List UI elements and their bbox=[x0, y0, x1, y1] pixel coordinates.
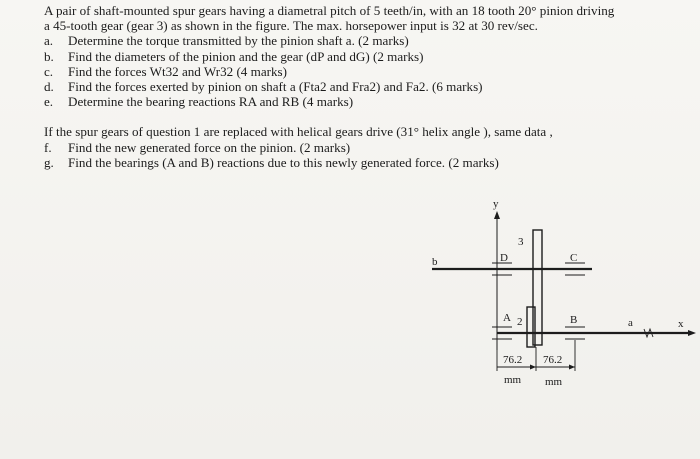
question-text: Find the forces Wt32 and Wr32 (4 marks) bbox=[68, 63, 287, 79]
question-text: Determine the bearing reactions RA and RB (4 marks) bbox=[68, 94, 354, 110]
dim-1-unit: mm bbox=[504, 374, 522, 386]
question-e bbox=[44, 94, 694, 109]
y-axis-label: y bbox=[493, 198, 499, 210]
dim-arrow-mid bbox=[530, 365, 536, 370]
question-text: Find the forces exerted by pinion on shaft a (Fta2 and Fra2) and Fa2. (6 marks) bbox=[68, 79, 483, 95]
input-torque-symbol bbox=[644, 329, 653, 337]
spacer bbox=[44, 109, 694, 124]
dim-1-value: 76.2 bbox=[503, 354, 523, 366]
helical-intro: If the spur gears of question 1 are replaced with helical gears drive (31° helix angle ), same data , bbox=[44, 124, 553, 140]
bearing-a-label: A bbox=[503, 312, 511, 324]
intro-line-2: a 45-tooth gear (gear 3) as shown in the figure. The max. horsepower input is 32 at 30 rev/sec. bbox=[44, 18, 538, 34]
question-label: e. bbox=[44, 94, 54, 110]
question-label: c. bbox=[44, 63, 54, 79]
question-label: a. bbox=[44, 33, 54, 49]
x-axis-arrow bbox=[688, 330, 696, 336]
question-a bbox=[44, 33, 694, 48]
shaft-a-label: a bbox=[628, 317, 633, 329]
x-axis-label: x bbox=[678, 318, 684, 330]
question-label: f. bbox=[44, 139, 52, 155]
question-text: Find the new generated force on the pinion. (2 marks) bbox=[68, 139, 351, 155]
bearing-d-label: D bbox=[500, 252, 508, 264]
question-d bbox=[44, 79, 694, 94]
question-label: d. bbox=[44, 79, 54, 95]
question-label: g. bbox=[44, 154, 54, 170]
bearing-c-label: C bbox=[570, 252, 578, 264]
gear-shaft-svg bbox=[420, 195, 700, 395]
dim-2-value: 76.2 bbox=[543, 354, 563, 366]
gear-2-body bbox=[527, 307, 535, 347]
gear-3-label: 3 bbox=[518, 236, 524, 248]
problem-text bbox=[44, 3, 694, 170]
intro-line-1: A pair of shaft-mounted spur gears having a diametral pitch of 5 teeth/in, with an 18 tooth 20° pinion driving bbox=[44, 3, 615, 18]
shaft-b-label: b bbox=[432, 256, 438, 268]
y-axis-arrow bbox=[494, 211, 500, 219]
bearing-b-label: B bbox=[570, 314, 578, 326]
question-b bbox=[44, 49, 694, 64]
dim-arrow-right bbox=[569, 365, 575, 370]
question-text: Determine the torque transmitted by the pinion shaft a. (2 marks) bbox=[68, 33, 409, 49]
gear-shaft-figure bbox=[420, 195, 700, 395]
question-text: Find the diameters of the pinion and the gear (dP and dG) (2 marks) bbox=[68, 48, 424, 64]
question-g bbox=[44, 155, 694, 170]
question-c bbox=[44, 64, 694, 79]
question-text: Find the bearings (A and B) reactions due to this newly generated force. (2 marks) bbox=[68, 154, 499, 170]
gear-2-label: 2 bbox=[517, 316, 523, 328]
dim-2-unit: mm bbox=[545, 376, 563, 388]
question-label: b. bbox=[44, 48, 54, 64]
question-f bbox=[44, 140, 694, 155]
